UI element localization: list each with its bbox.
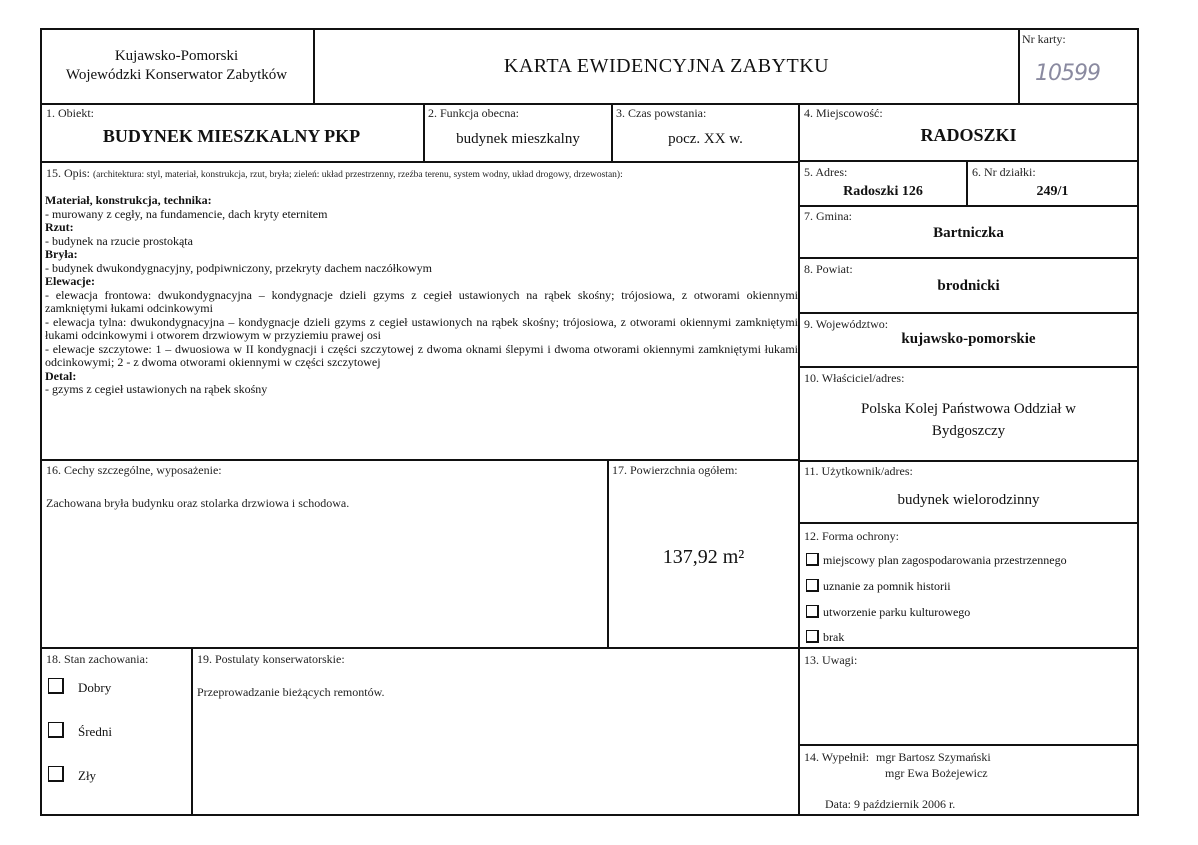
czas-label: 3. Czas powstania: xyxy=(616,106,707,120)
rule-r5 xyxy=(798,205,1139,207)
wojewodztwo-label: 9. Województwo: xyxy=(804,317,889,331)
gmina-value: Bartniczka xyxy=(933,225,1004,241)
opis-h-rzut: Rzut: xyxy=(45,220,74,234)
ochrona-option-pomnik-label: uznanie za pomnik historii xyxy=(823,579,951,593)
ochrona-label: 12. Forma ochrony: xyxy=(804,529,899,543)
checkbox-icon[interactable] xyxy=(806,553,819,566)
opis-t-rzut: - budynek na rzucie prostokąta xyxy=(45,233,193,248)
ochrona-option-park[interactable] xyxy=(806,605,970,620)
wojewodztwo-value: kujawsko-pomorskie xyxy=(901,331,1036,347)
dzialka-label: 6. Nr działki: xyxy=(972,165,1036,179)
rule-r10 xyxy=(798,460,1139,462)
powiat-label: 8. Powiat: xyxy=(804,262,853,276)
border-right xyxy=(1137,28,1139,816)
postulaty-label: 19. Postulaty konserwatorskie: xyxy=(197,652,345,666)
ochrona-option-park-label: utworzenie parku kulturowego xyxy=(823,605,971,619)
ochrona-option-pomnik[interactable] xyxy=(806,579,951,594)
adres-label: 5. Adres: xyxy=(804,165,848,179)
rule-header-v2 xyxy=(1018,28,1020,104)
funkcja-label: 2. Funkcja obecna: xyxy=(428,106,519,120)
opis-label-note: (architektura: styl, materiał, konstrukcja, rzut, bryła; zieleń: układ przestrzenny, rzeźba terenu, system wodny, układ drogowy, drzewostan): xyxy=(93,170,623,180)
card-title: KARTA EWIDENCYJNA ZABYTKU xyxy=(503,55,830,77)
rule-r12 xyxy=(798,647,1139,649)
card-no-handwritten: 10599 xyxy=(1035,61,1100,86)
rule-16-bottom xyxy=(40,647,800,649)
wypelnil-person1: mgr Bartosz Szymański xyxy=(876,750,991,764)
stan-option-sredni-label: Średni xyxy=(78,724,112,739)
stan-option-zly[interactable] xyxy=(48,766,96,784)
opis-t-material: - murowany z cegły, na fundamencie, dach kryty eternitem xyxy=(45,206,328,221)
ochrona-option-plan[interactable] xyxy=(806,553,1067,568)
rule-18-19 xyxy=(191,647,193,815)
wypelnil-date: Data: 9 październik 2006 r. xyxy=(825,797,956,811)
wypelnil-person2: mgr Ewa Bożejewicz xyxy=(885,766,988,780)
opis-label xyxy=(46,166,623,181)
powierzchnia-value: 137,92 m² xyxy=(662,546,745,568)
rule-r4 xyxy=(798,160,1139,162)
wlasciciel-label: 10. Właściciel/adres: xyxy=(804,371,905,385)
opis-h-elewacje: Elewacje: xyxy=(45,274,95,288)
rule-r11 xyxy=(798,522,1139,524)
stan-option-zly-label: Zły xyxy=(78,768,97,783)
stan-option-dobry[interactable] xyxy=(48,678,111,696)
obiekt-value: BUDYNEK MIESZKALNY PKP xyxy=(102,126,361,146)
rule-row1-left xyxy=(40,161,800,163)
rule-r13 xyxy=(798,744,1139,746)
uzytkownik-value: budynek wielorodzinny xyxy=(897,492,1040,508)
checkbox-icon[interactable] xyxy=(48,766,64,782)
powiat-value: brodnicki xyxy=(937,278,1000,294)
checkbox-icon[interactable] xyxy=(48,722,64,738)
stan-label: 18. Stan zachowania: xyxy=(46,652,149,666)
rule-desc-bottom xyxy=(40,459,800,461)
gmina-label: 7. Gmina: xyxy=(804,209,852,223)
uwagi-label: 13. Uwagi: xyxy=(804,653,858,667)
opis-t-elewacje-szczytowe: - elewacje szczytowe: 1 – dwuosiowa w II kondygnacji i części szczytowej z dwoma oknami ślepymi i dwoma otworami okiennymi zamkniętymi łukami odcinkowymi; 2 - z dwoma otworami okiennymi w części szczytowej xyxy=(45,341,798,369)
obiekt-label: 1. Obiekt: xyxy=(46,106,94,120)
stan-option-dobry-label: Dobry xyxy=(78,680,112,695)
opis-h-bryla: Bryła: xyxy=(45,247,78,261)
rule-r8 xyxy=(798,312,1139,314)
miejscowosc-value: RADOSZKI xyxy=(920,125,1017,145)
ochrona-option-plan-label: miejscowy plan zagospodarowania przestrzennego xyxy=(823,553,1067,567)
border-bottom xyxy=(40,814,1139,816)
checkbox-icon[interactable] xyxy=(806,579,819,592)
authority-line2: Wojewódzki Konserwator Zabytków xyxy=(65,67,288,83)
stan-option-sredni[interactable] xyxy=(48,722,112,740)
opis-h-material: Materiał, konstrukcja, technika: xyxy=(45,193,212,207)
checkbox-icon[interactable] xyxy=(806,605,819,618)
miejscowosc-label: 4. Miejscowość: xyxy=(804,106,883,120)
opis-t-detal: - gzyms z cegieł ustawionych na rąbek skośny xyxy=(45,382,268,396)
authority-line1: Kujawsko-Pomorski xyxy=(114,48,239,64)
opis-t-elewacja-tylna: - elewacja tylna: dwukondygnacyjna – kondygnacje dzieli gzyms z cegieł ustawionych na rąbek skośny; trójosiowa, z otworami okiennymi zamkniętymi łukami odcinkowymi i otworem drzwiowym w przyziemiu prawej osi xyxy=(45,314,798,342)
wlasciciel-value-line1: Polska Kolej Państwowa Oddział w xyxy=(861,401,1076,417)
border-top xyxy=(40,28,1139,30)
rule-header xyxy=(40,103,1139,105)
wypelnil-label: 14. Wypełnił: xyxy=(804,750,870,764)
dzialka-value: 249/1 xyxy=(1036,184,1069,199)
postulaty-value: Przeprowadzanie bieżących remontów. xyxy=(197,685,385,699)
opis-description xyxy=(45,194,798,397)
ochrona-option-brak[interactable] xyxy=(806,630,844,645)
cechy-label: 16. Cechy szczególne, wyposażenie: xyxy=(46,463,222,477)
uzytkownik-label: 11. Użytkownik/adres: xyxy=(804,464,913,478)
heritage-record-card xyxy=(40,28,1139,816)
rule-r9 xyxy=(798,366,1139,368)
opis-label-text: 15. Opis: xyxy=(46,166,91,180)
funkcja-value: budynek mieszkalny xyxy=(456,131,580,147)
ochrona-option-brak-label: brak xyxy=(823,630,845,644)
cechy-value: Zachowana bryła budynku oraz stolarka drzwiowa i schodowa. xyxy=(46,496,350,510)
rule-r7 xyxy=(798,257,1139,259)
checkbox-icon[interactable] xyxy=(806,630,819,643)
opis-h-detal: Detal: xyxy=(45,368,77,383)
powierzchnia-label: 17. Powierzchnia ogółem: xyxy=(612,463,738,477)
opis-t-bryla: - budynek dwukondygnacyjny, podpiwniczony, przekryty dachem naczółkowym xyxy=(45,260,433,275)
checkbox-icon[interactable] xyxy=(48,678,64,694)
wlasciciel-value-line2: Bydgoszczy xyxy=(931,423,1006,439)
card-no-label: Nr karty: xyxy=(1022,32,1066,46)
adres-value: Radoszki 126 xyxy=(843,184,923,199)
opis-t-elewacja-frontowa: - elewacja frontowa: dwukondygnacyjna – kondygnacje dzieli gzyms z cegieł ustawionych na rąbek skośny; trójosiowa, z otworami okiennymi zamkniętymi łukami odcinkowymi xyxy=(45,287,798,315)
czas-value: pocz. XX w. xyxy=(668,131,743,147)
